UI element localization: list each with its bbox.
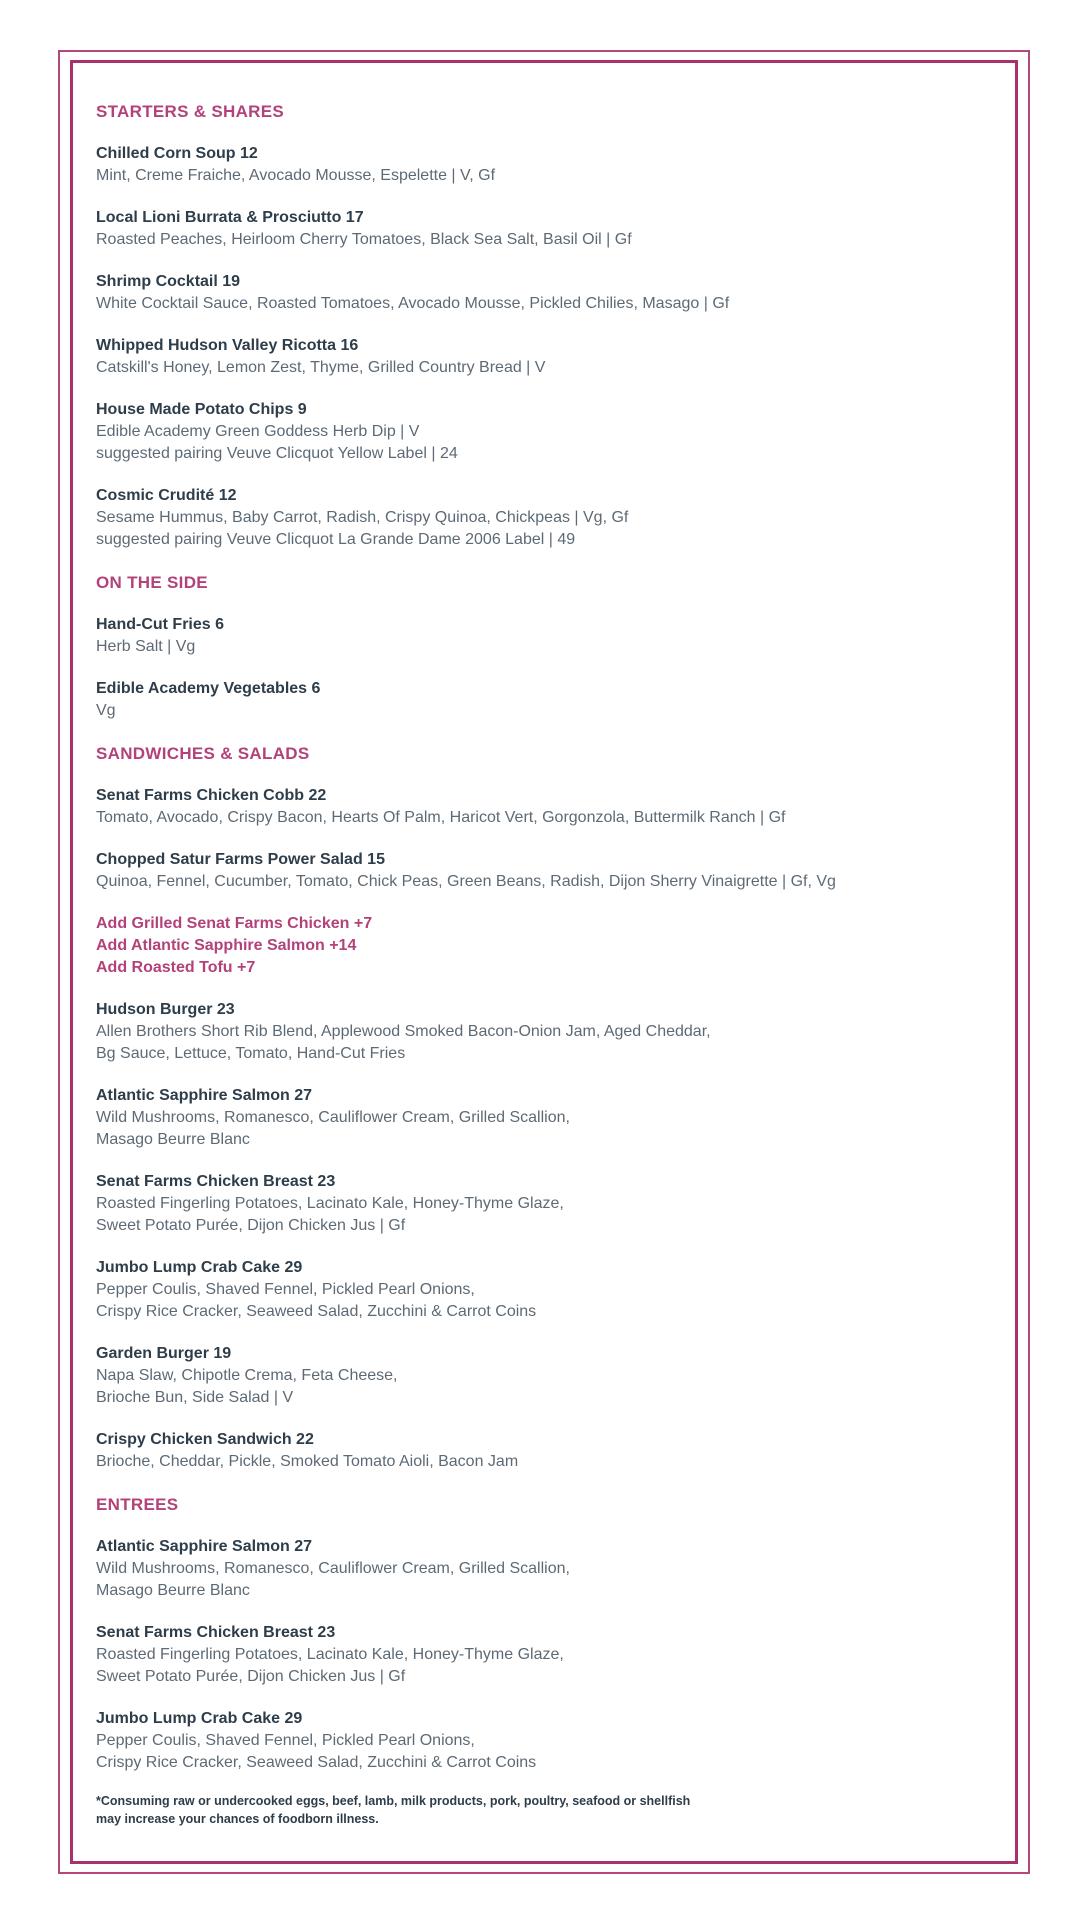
item-pairing: suggested pairing Veuve Clicquot La Grande Dame 2006 Label | 49 (96, 531, 576, 548)
menu-item (96, 1622, 996, 1688)
menu-item (96, 207, 996, 251)
menu-item (96, 785, 996, 829)
menu-item (96, 678, 996, 722)
starters-list (96, 143, 996, 551)
item-description: Tomato, Avocado, Crispy Bacon, Hearts Of Palm, Haricot Vert, Gorgonzola, Buttermilk Ranch | Gf (96, 809, 786, 826)
item-description: Edible Academy Green Goddess Herb Dip | V (96, 423, 420, 440)
menu-item (96, 335, 996, 379)
item-description: Crispy Rice Cracker, Seaweed Salad, Zucchini & Carrot Coins (96, 1754, 537, 1771)
menu-item (96, 1257, 996, 1323)
menu-item (96, 143, 996, 187)
entrees-list (96, 1536, 996, 1774)
item-description: Crispy Rice Cracker, Seaweed Salad, Zucchini & Carrot Coins (96, 1303, 537, 1320)
item-name: Atlantic Sapphire Salmon 27 (96, 1087, 313, 1104)
item-name: Hand-Cut Fries 6 (96, 616, 225, 633)
menu-item (96, 1429, 996, 1473)
item-description: Brioche, Cheddar, Pickle, Smoked Tomato Aioli, Bacon Jam (96, 1453, 519, 1470)
item-name: Chilled Corn Soup 12 (96, 145, 258, 162)
disclaimer-line: may increase your chances of foodborn illness. (96, 1812, 379, 1826)
item-description: Masago Beurre Blanc (96, 1131, 250, 1148)
item-description: Masago Beurre Blanc (96, 1582, 250, 1599)
item-description: Roasted Peaches, Heirloom Cherry Tomatoes, Black Sea Salt, Basil Oil | Gf (96, 231, 632, 248)
addon-item: Add Atlantic Sapphire Salmon +14 (96, 937, 357, 954)
item-description: Sweet Potato Purée, Dijon Chicken Jus | Gf (96, 1217, 406, 1234)
menu-item (96, 1343, 996, 1409)
item-description: Vg (96, 702, 116, 719)
item-name: Crispy Chicken Sandwich 22 (96, 1431, 314, 1448)
item-description: Roasted Fingerling Potatoes, Lacinato Kale, Honey-Thyme Glaze, (96, 1646, 564, 1663)
section-title-sandwiches: SANDWICHES & SALADS (96, 744, 310, 763)
menu-item (96, 399, 996, 465)
menu-item (96, 614, 996, 658)
menu-item (96, 999, 996, 1065)
sandwiches-list (96, 785, 996, 1473)
item-description: Mint, Creme Fraiche, Avocado Mousse, Espelette | V, Gf (96, 167, 496, 184)
item-name: Garden Burger 19 (96, 1345, 232, 1362)
item-pairing: suggested pairing Veuve Clicquot Yellow Label | 24 (96, 445, 458, 462)
section-title-starters: STARTERS & SHARES (96, 102, 285, 121)
item-name: House Made Potato Chips 9 (96, 401, 307, 418)
item-description: Bg Sauce, Lettuce, Tomato, Hand-Cut Fries (96, 1045, 406, 1062)
item-name: Local Lioni Burrata & Prosciutto 17 (96, 209, 364, 226)
menu-item (96, 1708, 996, 1774)
item-name: Shrimp Cocktail 19 (96, 273, 241, 290)
item-description: Napa Slaw, Chipotle Crema, Feta Cheese, (96, 1367, 398, 1384)
menu-item (96, 485, 996, 551)
item-name: Hudson Burger 23 (96, 1001, 235, 1018)
menu-item (96, 1085, 996, 1151)
health-disclaimer (96, 1792, 996, 1828)
menu-item (96, 1171, 996, 1237)
item-name: Senat Farms Chicken Breast 23 (96, 1173, 336, 1190)
item-description: Wild Mushrooms, Romanesco, Cauliflower Cream, Grilled Scallion, (96, 1560, 570, 1577)
item-description: Quinoa, Fennel, Cucumber, Tomato, Chick Peas, Green Beans, Radish, Dijon Sherry Vinaigrette | Gf, Vg (96, 873, 836, 890)
addon-list (96, 913, 996, 979)
item-name: Whipped Hudson Valley Ricotta 16 (96, 337, 359, 354)
menu-content (96, 100, 996, 1828)
item-description: Wild Mushrooms, Romanesco, Cauliflower Cream, Grilled Scallion, (96, 1109, 570, 1126)
item-name: Chopped Satur Farms Power Salad 15 (96, 851, 385, 868)
item-description: Pepper Coulis, Shaved Fennel, Pickled Pearl Onions, (96, 1732, 475, 1749)
menu-item (96, 271, 996, 315)
menu-item (96, 849, 996, 893)
item-description: Roasted Fingerling Potatoes, Lacinato Kale, Honey-Thyme Glaze, (96, 1195, 564, 1212)
menu-item (96, 1536, 996, 1602)
addon-item: Add Roasted Tofu +7 (96, 959, 256, 976)
item-name: Senat Farms Chicken Cobb 22 (96, 787, 327, 804)
addon-item: Add Grilled Senat Farms Chicken +7 (96, 915, 373, 932)
disclaimer-line: *Consuming raw or undercooked eggs, beef, lamb, milk products, pork, poultry, seafood or shellfish (96, 1794, 691, 1808)
section-title-entrees: ENTREES (96, 1495, 179, 1514)
item-description: Sesame Hummus, Baby Carrot, Radish, Crispy Quinoa, Chickpeas | Vg, Gf (96, 509, 629, 526)
item-name: Jumbo Lump Crab Cake 29 (96, 1710, 303, 1727)
item-name: Cosmic Crudité 12 (96, 487, 237, 504)
side-list (96, 614, 996, 722)
item-name: Senat Farms Chicken Breast 23 (96, 1624, 336, 1641)
item-name: Jumbo Lump Crab Cake 29 (96, 1259, 303, 1276)
item-name: Edible Academy Vegetables 6 (96, 680, 321, 697)
item-name: Atlantic Sapphire Salmon 27 (96, 1538, 313, 1555)
item-description: Herb Salt | Vg (96, 638, 196, 655)
item-description: Allen Brothers Short Rib Blend, Applewood Smoked Bacon-Onion Jam, Aged Cheddar, (96, 1023, 711, 1040)
item-description: Sweet Potato Purée, Dijon Chicken Jus | Gf (96, 1668, 406, 1685)
section-title-side: ON THE SIDE (96, 573, 208, 592)
item-description: White Cocktail Sauce, Roasted Tomatoes, Avocado Mousse, Pickled Chilies, Masago | Gf (96, 295, 730, 312)
item-description: Brioche Bun, Side Salad | V (96, 1389, 294, 1406)
item-description: Catskill's Honey, Lemon Zest, Thyme, Grilled Country Bread | V (96, 359, 546, 376)
item-description: Pepper Coulis, Shaved Fennel, Pickled Pearl Onions, (96, 1281, 475, 1298)
